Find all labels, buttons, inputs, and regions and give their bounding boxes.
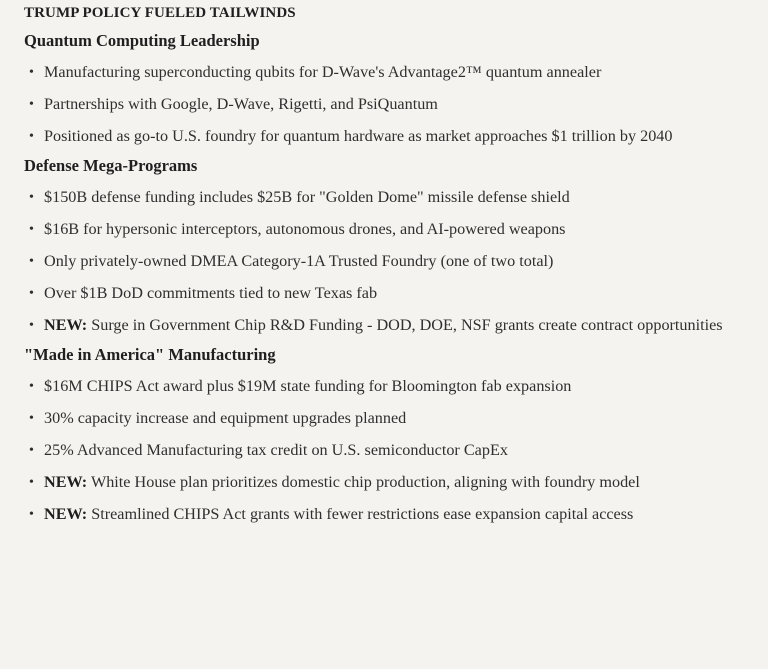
bullet-icon: • (29, 254, 34, 269)
list-item-text: Partnerships with Google, D-Wave, Rigetti, and PsiQuantum (44, 95, 438, 113)
page-title: TRUMP POLICY FUELED TAILWINDS (24, 5, 296, 21)
list-item-text: White House plan prioritizes domestic chip production, aligning with foundry model (90, 473, 640, 491)
list-item-text: 30% capacity increase and equipment upgrades planned (44, 409, 407, 427)
bullet-icon: • (29, 190, 34, 205)
list-item (24, 312, 724, 339)
bullet-icon: • (29, 475, 34, 490)
list-item (24, 123, 724, 150)
list-item (24, 437, 724, 464)
bullet-icon: • (29, 411, 34, 426)
bullet-icon: • (29, 507, 34, 522)
bullet-icon: • (29, 65, 34, 80)
list-item-text: Only privately-owned DMEA Category-1A Trusted Foundry (one of two total) (44, 252, 554, 270)
list-item-text: $16M CHIPS Act award plus $19M state funding for Bloomington fab expansion (44, 377, 572, 395)
bullet-list-quantum (24, 59, 744, 150)
section-heading-defense: Defense Mega-Programs (24, 156, 198, 175)
bullet-icon: • (29, 379, 34, 394)
list-item-text: Over $1B DoD commitments tied to new Texas fab (44, 284, 378, 302)
bullet-list-manufacturing (24, 373, 744, 528)
list-item (24, 59, 724, 86)
new-label: NEW: (44, 505, 88, 523)
bullet-icon: • (29, 222, 34, 237)
section-heading-quantum: Quantum Computing Leadership (24, 31, 260, 50)
bullet-icon: • (29, 286, 34, 301)
bullet-icon: • (29, 129, 34, 144)
list-item-text: $16B for hypersonic interceptors, autonomous drones, and AI-powered weapons (44, 220, 566, 238)
list-item (24, 216, 724, 243)
section-heading-made-in-america: "Made in America" Manufacturing (24, 345, 276, 364)
list-item-text: $150B defense funding includes $25B for "Golden Dome" missile defense shield (44, 188, 570, 206)
list-item (24, 91, 724, 118)
list-item-text: Surge in Government Chip R&D Funding - DOD, DOE, NSF grants create contract opportunities (91, 316, 723, 334)
list-item (24, 248, 724, 275)
list-item (24, 184, 724, 211)
new-label: NEW: (44, 473, 88, 491)
list-item (24, 280, 724, 307)
list-item (24, 373, 724, 400)
list-item (24, 469, 724, 496)
bullet-icon: • (29, 443, 34, 458)
list-item (24, 405, 724, 432)
list-item-text: Manufacturing superconducting qubits for D-Wave's Advantage2™ quantum annealer (44, 63, 602, 81)
list-item-text: Positioned as go-to U.S. foundry for quantum hardware as market approaches $1 trillion by 2040 (44, 127, 673, 145)
list-item-text: Streamlined CHIPS Act grants with fewer restrictions ease expansion capital access (91, 505, 634, 523)
bullet-list-defense (24, 184, 744, 339)
list-item-text: 25% Advanced Manufacturing tax credit on U.S. semiconductor CapEx (44, 441, 508, 459)
bullet-icon: • (29, 97, 34, 112)
list-item (24, 501, 724, 528)
new-label: NEW: (44, 316, 88, 334)
bullet-icon: • (29, 318, 34, 333)
